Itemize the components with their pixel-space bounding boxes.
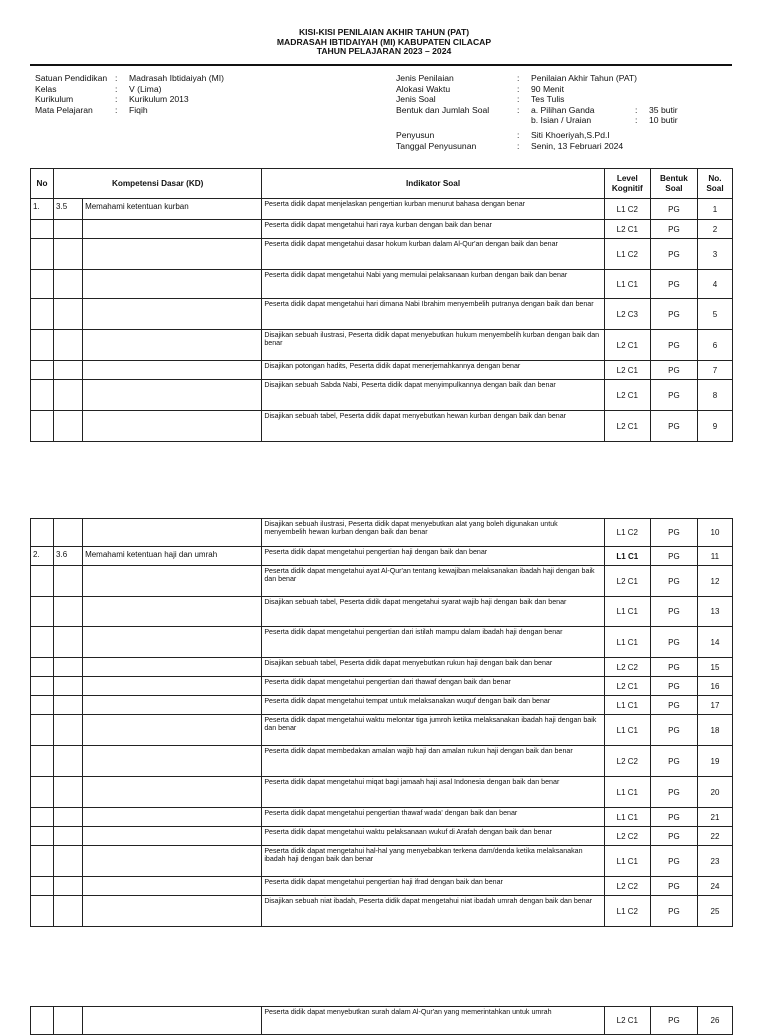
cell-no: [31, 239, 54, 270]
cell-no: [31, 896, 54, 927]
cell-bentuk: PG: [650, 361, 697, 380]
cell-no-soal: 18: [697, 715, 732, 746]
cell-kd-number: [54, 380, 83, 411]
cell-no: 2.: [31, 547, 54, 566]
cell-no: [31, 677, 54, 696]
cell-no: [31, 597, 54, 627]
title-divider: [30, 64, 732, 66]
cell-no: [31, 566, 54, 597]
cell-kd-text: [83, 827, 262, 846]
meta-label: Kurikulum: [35, 94, 74, 105]
cell-kd-text: [83, 361, 262, 380]
cell-no-soal: 17: [697, 696, 732, 715]
cell-no: [31, 808, 54, 827]
cell-level: L1 C1: [604, 597, 650, 627]
cell-bentuk: PG: [650, 715, 697, 746]
cell-no-soal: 6: [697, 330, 732, 361]
cell-kd-text: [83, 746, 262, 777]
cell-kd-number: [54, 597, 83, 627]
meta-sep: :: [517, 129, 520, 140]
cell-level: L2 C2: [604, 746, 650, 777]
cell-bentuk: PG: [650, 330, 697, 361]
cell-no: [31, 877, 54, 896]
table-row: [31, 239, 733, 270]
meta-value: Senin, 13 Februari 2024: [531, 140, 624, 151]
cell-no-soal: 19: [697, 746, 732, 777]
cell-bentuk: PG: [650, 896, 697, 927]
cell-no-soal: 25: [697, 896, 732, 927]
cell-indikator: Peserta didik dapat mengetahui pengertian dari istilah mampu dalam ibadah haji dengan benar: [262, 627, 604, 658]
table-row: [31, 547, 733, 566]
header-indikator: Indikator Soal: [262, 169, 604, 199]
title-line-2: MADRASAH IBTIDAIYAH (MI) KABUPATEN CILACAP: [276, 36, 492, 47]
header-no: No: [31, 169, 54, 199]
cell-kd-number: [54, 220, 83, 239]
cell-no-soal: 3: [697, 239, 732, 270]
meta-right: [396, 73, 678, 151]
cell-level: L1 C1: [604, 696, 650, 715]
meta-value: Fiqih: [129, 104, 148, 115]
cell-kd-text: Memahami ketentuan kurban: [83, 199, 262, 220]
cell-kd-text: Memahami ketentuan haji dan umrah: [83, 547, 262, 566]
table-row: [31, 627, 733, 658]
cell-level: L1 C1: [604, 777, 650, 808]
cell-bentuk: PG: [650, 827, 697, 846]
cell-no-soal: 15: [697, 658, 732, 677]
meta-label: Kelas: [35, 83, 57, 94]
cell-kd-number: [54, 696, 83, 715]
cell-level: L1 C1: [604, 808, 650, 827]
cell-kd-text: [83, 239, 262, 270]
meta-value: Siti Khoeriyah,S.Pd.I: [531, 129, 610, 140]
cell-kd-number: [54, 239, 83, 270]
table-row: [31, 696, 733, 715]
cell-level: L1 C1: [604, 715, 650, 746]
cell-bentuk: PG: [650, 239, 697, 270]
cell-no-soal: 23: [697, 846, 732, 877]
cell-kd-text: [83, 270, 262, 299]
meta-sep: :: [115, 73, 118, 83]
cell-indikator: Peserta didik dapat menjelaskan pengertian kurban menurut bahasa dengan benar: [262, 199, 604, 220]
table-row: [31, 827, 733, 846]
cell-kd-text: [83, 627, 262, 658]
cell-level: L1 C1: [604, 627, 650, 658]
cell-no-soal: 21: [697, 808, 732, 827]
cell-kd-text: [83, 658, 262, 677]
cell-no: [31, 270, 54, 299]
cell-bentuk: PG: [650, 380, 697, 411]
table-row: [31, 808, 733, 827]
meta-value: 35 butir: [649, 104, 678, 115]
cell-indikator: Disajikan sebuah ilustrasi, Peserta didik dapat menyebutkan alat yang boleh digunakan untuk menyembelih hewan kurban dengan baik dan benar: [262, 519, 604, 547]
cell-kd-number: [54, 877, 83, 896]
cell-no-soal: 2: [697, 220, 732, 239]
cell-bentuk: PG: [650, 597, 697, 627]
cell-no: [31, 846, 54, 877]
table-row: [31, 220, 733, 239]
cell-no: [31, 1007, 54, 1035]
cell-indikator: Peserta didik dapat mengetahui ayat Al-Qur'an tentang kewajiban melaksanakan ibadah haji dengan baik dan benar: [262, 566, 604, 597]
header-bentuk: Bentuk Soal: [650, 169, 697, 199]
cell-no-soal: 5: [697, 299, 732, 330]
cell-kd-number: [54, 715, 83, 746]
cell-level: L1 C2: [604, 199, 650, 220]
cell-no-soal: 26: [697, 1007, 732, 1035]
cell-no: [31, 330, 54, 361]
cell-kd-text: [83, 597, 262, 627]
cell-indikator: Peserta didik dapat mengetahui miqat bagi jamaah haji asal Indonesia dengan baik dan benar: [262, 777, 604, 808]
meta-label: Jenis Soal: [396, 94, 436, 105]
cell-no: [31, 380, 54, 411]
cell-no: [31, 627, 54, 658]
cell-bentuk: PG: [650, 658, 697, 677]
title-line-1: KISI-KISI PENILAIAN AKHIR TAHUN (PAT): [298, 27, 470, 37]
cell-no: [31, 827, 54, 846]
meta-sep: :: [115, 94, 118, 105]
document-title: [0, 28, 768, 57]
cell-no: [31, 696, 54, 715]
title-line-3: TAHUN PELAJARAN 2023 – 2024: [316, 46, 452, 57]
meta-sep: :: [517, 73, 520, 83]
cell-no: [31, 411, 54, 442]
meta-sep: :: [517, 140, 520, 151]
cell-level: L1 C2: [604, 896, 650, 927]
cell-level: L2 C1: [604, 330, 650, 361]
meta-label: Mata Pelajaran: [35, 104, 93, 115]
meta-sep: :: [115, 83, 118, 94]
cell-indikator: Peserta didik dapat mengetahui hari raya kurban dengan baik dan benar: [262, 220, 604, 239]
cell-kd-text: [83, 330, 262, 361]
cell-no-soal: 7: [697, 361, 732, 380]
cell-no-soal: 1: [697, 199, 732, 220]
cell-kd-number: [54, 658, 83, 677]
cell-level: L2 C1: [604, 677, 650, 696]
cell-kd-text: [83, 519, 262, 547]
table-row: [31, 361, 733, 380]
cell-indikator: Peserta didik dapat mengetahui tempat untuk melaksanakan wuquf dengan baik dan benar: [262, 696, 604, 715]
cell-bentuk: PG: [650, 299, 697, 330]
cell-kd-number: [54, 519, 83, 547]
meta-label: Alokasi Waktu: [396, 83, 451, 94]
cell-no: [31, 220, 54, 239]
table-row: [31, 658, 733, 677]
cell-level: L2 C1: [604, 566, 650, 597]
table-row: [31, 877, 733, 896]
cell-kd-text: [83, 677, 262, 696]
cell-bentuk: PG: [650, 1007, 697, 1035]
cell-level: L2 C2: [604, 658, 650, 677]
cell-bentuk: PG: [650, 220, 697, 239]
meta-left: [35, 73, 224, 115]
cell-kd-text: [83, 1007, 262, 1035]
meta-sep: :: [115, 104, 118, 115]
meta-value: V (Lima): [129, 83, 162, 94]
cell-indikator: Disajikan potongan hadits, Peserta didik dapat menerjemahkannya dengan benar: [262, 361, 604, 380]
cell-level: L2 C2: [604, 827, 650, 846]
cell-indikator: Peserta didik dapat mengetahui dasar hokum kurban dalam Al-Qur'an dengan baik dan benar: [262, 239, 604, 270]
cell-bentuk: PG: [650, 877, 697, 896]
table-row: [31, 896, 733, 927]
cell-kd-text: [83, 411, 262, 442]
cell-indikator: Peserta didik dapat mengetahui waktu pelaksanaan wukuf di Arafah dengan baik dan benar: [262, 827, 604, 846]
cell-indikator: Peserta didik dapat mengetahui pengertian dari thawaf dengan baik dan benar: [262, 677, 604, 696]
cell-indikator: Peserta didik dapat mengetahui hal-hal yang menyebabkan terkena dam/denda ketika melaksanakan ibadah haji dengan baik dan benar: [262, 846, 604, 877]
meta-sep: :: [517, 104, 520, 115]
meta-value: 90 Menit: [531, 83, 564, 94]
cell-kd-number: [54, 777, 83, 808]
cell-indikator: Peserta didik dapat mengetahui pengertian haji dengan baik dan benar: [262, 547, 604, 566]
cell-no: [31, 361, 54, 380]
cell-kd-text: [83, 566, 262, 597]
cell-kd-number: [54, 330, 83, 361]
cell-bentuk: PG: [650, 846, 697, 877]
meta-value: b. Isian / Uraian: [531, 115, 592, 126]
cell-no-soal: 24: [697, 877, 732, 896]
cell-kd-text: [83, 777, 262, 808]
cell-kd-number: [54, 270, 83, 299]
table-row: [31, 270, 733, 299]
cell-kd-number: [54, 299, 83, 330]
meta-value: a. Pilihan Ganda: [531, 104, 595, 115]
cell-no-soal: 12: [697, 566, 732, 597]
cell-bentuk: PG: [650, 547, 697, 566]
cell-kd-number: [54, 896, 83, 927]
meta-label: Jenis Penilaian: [396, 73, 454, 83]
meta-label: Bentuk dan Jumlah Soal: [396, 104, 490, 115]
meta-label: Satuan Pendidikan: [35, 73, 108, 83]
cell-indikator: Disajikan sebuah tabel, Peserta didik dapat menyebutkan rukun haji dengan baik dan benar: [262, 658, 604, 677]
cell-indikator: Peserta didik dapat mengetahui pengertian haji ifrad dengan baik dan benar: [262, 877, 604, 896]
meta-label: Tanggal Penyusunan: [396, 140, 477, 151]
cell-no-soal: 16: [697, 677, 732, 696]
cell-kd-number: [54, 566, 83, 597]
cell-kd-number: [54, 627, 83, 658]
cell-bentuk: PG: [650, 808, 697, 827]
cell-indikator: Peserta didik dapat mengetahui pengertian thawaf wada' dengan baik dan benar: [262, 808, 604, 827]
table-row: [31, 380, 733, 411]
header-level: Level Kognitif: [604, 169, 650, 199]
cell-kd-number: [54, 808, 83, 827]
cell-bentuk: PG: [650, 746, 697, 777]
meta-sep: :: [635, 115, 638, 126]
cell-kd-text: [83, 220, 262, 239]
cell-kd-number: [54, 361, 83, 380]
cell-level: L1 C2: [604, 519, 650, 547]
cell-kd-number: 3.6: [54, 547, 83, 566]
cell-level: L2 C1: [604, 361, 650, 380]
cell-indikator: Disajikan sebuah ilustrasi, Peserta didik dapat menyebutkan hukum menyembelih kurban dengan baik dan benar: [262, 330, 604, 361]
table-row: [31, 519, 733, 547]
kisi-table-2: [30, 518, 733, 927]
meta-sep: :: [517, 94, 520, 105]
cell-no-soal: 13: [697, 597, 732, 627]
table-row: [31, 715, 733, 746]
header-kd: Kompetensi Dasar (KD): [54, 169, 262, 199]
kisi-table-1: [30, 168, 733, 442]
table-row: [31, 299, 733, 330]
cell-level: L2 C3: [604, 299, 650, 330]
cell-kd-text: [83, 896, 262, 927]
cell-indikator: Disajikan sebuah tabel, Peserta didik dapat mengetahui syarat wajib haji dengan baik dan benar: [262, 597, 604, 627]
meta-value: Kurikulum 2013: [129, 94, 189, 105]
cell-bentuk: PG: [650, 566, 697, 597]
table-row: [31, 411, 733, 442]
table-row: [31, 566, 733, 597]
cell-no: [31, 519, 54, 547]
cell-indikator: Disajikan sebuah tabel, Peserta didik dapat menyebutkan hewan kurban dengan baik dan benar: [262, 411, 604, 442]
cell-no-soal: 10: [697, 519, 732, 547]
cell-bentuk: PG: [650, 696, 697, 715]
cell-no-soal: 8: [697, 380, 732, 411]
cell-bentuk: PG: [650, 677, 697, 696]
cell-bentuk: PG: [650, 519, 697, 547]
cell-level: L1 C1: [604, 270, 650, 299]
meta-label: Penyusun: [396, 129, 435, 140]
cell-kd-text: [83, 299, 262, 330]
cell-no: [31, 746, 54, 777]
cell-kd-number: [54, 1007, 83, 1035]
cell-kd-number: [54, 827, 83, 846]
cell-level: L2 C1: [604, 220, 650, 239]
meta-value: 10 butir: [649, 115, 678, 126]
cell-level: L1 C2: [604, 239, 650, 270]
cell-no: [31, 658, 54, 677]
cell-kd-number: [54, 746, 83, 777]
cell-no-soal: 22: [697, 827, 732, 846]
cell-level: L1 C1: [604, 547, 650, 566]
cell-no: 1.: [31, 199, 54, 220]
cell-no-soal: 20: [697, 777, 732, 808]
cell-indikator: Peserta didik dapat mengetahui hari dimana Nabi Ibrahim menyembelih putranya dengan baik dan benar: [262, 299, 604, 330]
cell-indikator: Peserta didik dapat mengetahui waktu melontar tiga jumroh ketika melaksanakan ibadah haji dengan baik dan benar: [262, 715, 604, 746]
cell-indikator: Peserta didik dapat membedakan amalan wajib haji dan amalan rukun haji dengan baik dan benar: [262, 746, 604, 777]
cell-bentuk: PG: [650, 411, 697, 442]
cell-level: L2 C1: [604, 1007, 650, 1035]
cell-indikator: Peserta didik dapat menyebutkan surah dalam Al-Qur'an yang memerintahkan untuk umrah: [262, 1007, 604, 1035]
meta-sep: :: [635, 104, 638, 115]
table-row: [31, 1007, 733, 1035]
cell-level: L1 C1: [604, 846, 650, 877]
cell-kd-text: [83, 380, 262, 411]
kisi-table-3: [30, 1006, 733, 1035]
cell-no: [31, 777, 54, 808]
table-row: [31, 777, 733, 808]
table-row: [31, 746, 733, 777]
cell-indikator: Disajikan sebuah Sabda Nabi, Peserta didik dapat menyimpulkannya dengan baik dan benar: [262, 380, 604, 411]
cell-kd-number: [54, 411, 83, 442]
cell-level: L2 C2: [604, 877, 650, 896]
meta-value: Penilaian Akhir Tahun (PAT): [531, 73, 638, 83]
table-row: [31, 199, 733, 220]
cell-bentuk: PG: [650, 270, 697, 299]
cell-kd-text: [83, 808, 262, 827]
cell-kd-text: [83, 877, 262, 896]
cell-kd-text: [83, 696, 262, 715]
cell-no-soal: 9: [697, 411, 732, 442]
cell-bentuk: PG: [650, 199, 697, 220]
header-nosoal: No. Soal: [697, 169, 732, 199]
table-row: [31, 330, 733, 361]
cell-no: [31, 299, 54, 330]
table-row: [31, 846, 733, 877]
cell-level: L2 C1: [604, 411, 650, 442]
cell-no-soal: 14: [697, 627, 732, 658]
cell-kd-number: 3.5: [54, 199, 83, 220]
table-row: [31, 677, 733, 696]
cell-indikator: Peserta didik dapat mengetahui Nabi yang memulai pelaksanaan kurban dengan baik dan benar: [262, 270, 604, 299]
cell-bentuk: PG: [650, 777, 697, 808]
cell-kd-number: [54, 846, 83, 877]
cell-kd-number: [54, 677, 83, 696]
cell-indikator: Disajikan sebuah niat ibadah, Peserta didik dapat mengetahui niat ibadah umrah dengan baik dan benar: [262, 896, 604, 927]
meta-sep: :: [517, 83, 520, 94]
cell-no-soal: 11: [697, 547, 732, 566]
cell-bentuk: PG: [650, 627, 697, 658]
table-row: [31, 597, 733, 627]
cell-no-soal: 4: [697, 270, 732, 299]
cell-level: L2 C1: [604, 380, 650, 411]
cell-kd-text: [83, 715, 262, 746]
meta-value: Tes Tulis: [531, 94, 565, 105]
meta-value: Madrasah Ibtidaiyah (MI): [129, 73, 225, 83]
cell-kd-text: [83, 846, 262, 877]
cell-no: [31, 715, 54, 746]
